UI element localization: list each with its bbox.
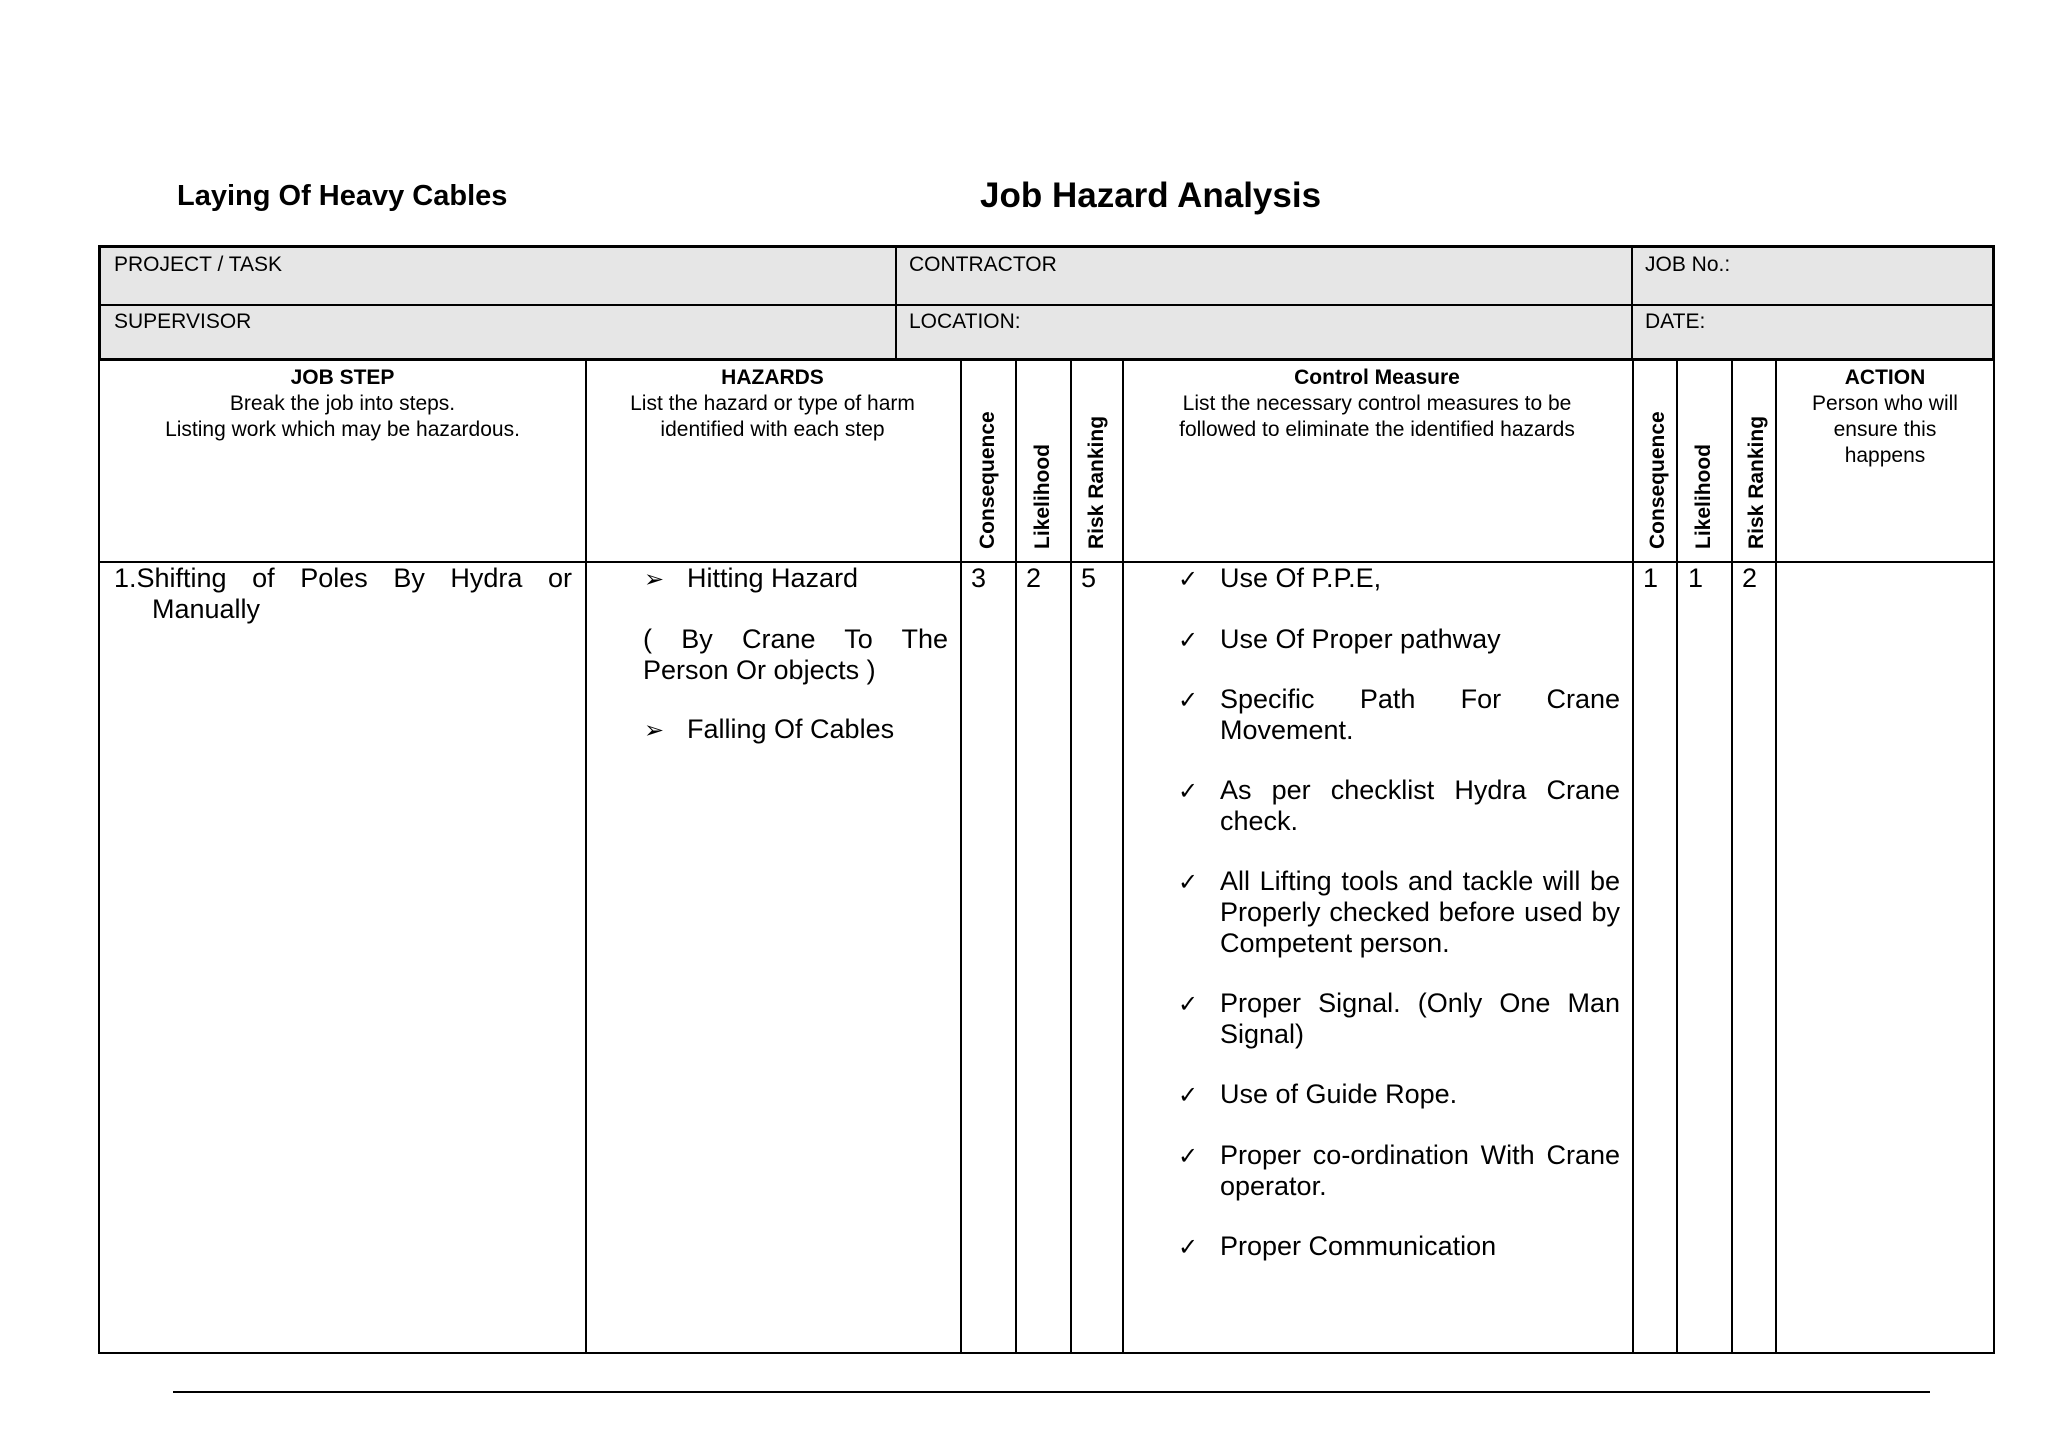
control-measure-item: All Lifting tools and tackle will be xyxy=(1220,866,1620,896)
hazard-item: Falling Of Cables xyxy=(687,714,895,744)
likelihood-header: Likelihood xyxy=(1692,444,1715,549)
header-divider xyxy=(895,248,897,358)
hazards-hint: identified with each step xyxy=(660,418,885,441)
column-divider xyxy=(1632,361,1634,1352)
control-measure-item: As per checklist Hydra Crane xyxy=(1220,775,1620,805)
check-icon: ✓ xyxy=(1178,991,1199,1018)
contractor-label: CONTRACTOR xyxy=(909,253,1057,276)
control-measure-item: Proper co-ordination With Crane xyxy=(1220,1140,1620,1170)
location-label: LOCATION: xyxy=(909,310,1021,333)
hazards-title: HAZARDS xyxy=(721,366,824,389)
hazard-note: ( By Crane To The xyxy=(643,624,948,654)
action-hint: happens xyxy=(1844,444,1926,467)
risk-value: 5 xyxy=(1081,563,1097,593)
header-info-table xyxy=(98,245,1995,361)
control-measure-hint: followed to eliminate the identified hazards xyxy=(1179,418,1575,441)
likelihood-value: 1 xyxy=(1688,563,1704,593)
control-measure-item: Competent person. xyxy=(1220,928,1450,958)
control-measure-item: Proper Signal. (Only One Man xyxy=(1220,988,1620,1018)
control-measure-header xyxy=(1122,365,1632,443)
check-icon: ✓ xyxy=(1178,687,1199,714)
control-measure-item: operator. xyxy=(1220,1171,1327,1201)
control-measure-item: Specific Path For Crane xyxy=(1220,684,1620,714)
hazards-header xyxy=(585,365,960,443)
column-divider xyxy=(1122,361,1124,1352)
page-title: Job Hazard Analysis xyxy=(980,176,1322,215)
supervisor-label: SUPERVISOR xyxy=(114,310,252,333)
check-icon: ✓ xyxy=(1178,1234,1199,1261)
control-measure-item: Proper Communication xyxy=(1220,1231,1497,1261)
hazards-hint: List the hazard or type of harm xyxy=(630,392,915,415)
project-task-label: PROJECT / TASK xyxy=(114,253,283,276)
date-label: DATE: xyxy=(1645,310,1706,333)
action-title: ACTION xyxy=(1844,366,1926,389)
column-divider xyxy=(960,361,962,1352)
risk-ranking-header: Risk Ranking xyxy=(1745,415,1768,549)
job-step-text: Manually xyxy=(152,594,261,624)
hazard-item: Hitting Hazard xyxy=(687,563,859,593)
arrow-bullet-icon: ➢ xyxy=(644,566,665,593)
job-step-hint: Listing work which may be hazardous. xyxy=(165,418,520,441)
column-divider xyxy=(1731,361,1733,1352)
likelihood-header: Likelihood xyxy=(1031,444,1054,549)
column-divider xyxy=(585,361,587,1352)
control-measure-item: Signal) xyxy=(1220,1019,1305,1049)
consequence-value: 1 xyxy=(1643,563,1659,593)
column-divider xyxy=(1015,361,1017,1352)
task-title: Laying Of Heavy Cables xyxy=(177,180,508,212)
check-icon: ✓ xyxy=(1178,869,1199,896)
consequence-header: Consequence xyxy=(976,411,999,549)
control-measure-item: Use of Guide Rope. xyxy=(1220,1079,1458,1109)
job-step-hint: Break the job into steps. xyxy=(229,392,456,415)
action-hint: Person who will xyxy=(1812,392,1958,415)
footer-rule xyxy=(173,1391,1930,1393)
check-icon: ✓ xyxy=(1178,627,1199,654)
check-icon: ✓ xyxy=(1178,1143,1199,1170)
hazard-note: Person Or objects ) xyxy=(643,655,876,685)
control-measure-title: Control Measure xyxy=(1294,366,1460,389)
job-step-header xyxy=(100,365,585,443)
check-icon: ✓ xyxy=(1178,778,1199,805)
risk-ranking-header: Risk Ranking xyxy=(1085,415,1108,549)
job-no-label: JOB No.: xyxy=(1645,253,1731,276)
control-measure-item: Movement. xyxy=(1220,715,1354,745)
check-icon: ✓ xyxy=(1178,1082,1199,1109)
column-divider xyxy=(1070,361,1072,1352)
column-divider xyxy=(1775,361,1777,1352)
consequence-value: 3 xyxy=(971,563,987,593)
control-measure-item: Properly checked before used by xyxy=(1220,897,1620,927)
control-measure-hint: List the necessary control measures to be xyxy=(1182,392,1572,415)
job-step-text: 1.Shifting of Poles By Hydra or xyxy=(114,563,572,593)
job-step-title: JOB STEP xyxy=(290,366,395,389)
risk-value: 2 xyxy=(1742,563,1758,593)
control-measure-item: Use Of Proper pathway xyxy=(1220,624,1501,654)
consequence-header: Consequence xyxy=(1646,411,1669,549)
column-divider xyxy=(1676,361,1678,1352)
control-measure-item: check. xyxy=(1220,806,1299,836)
likelihood-value: 2 xyxy=(1026,563,1042,593)
check-icon: ✓ xyxy=(1178,566,1199,593)
action-header xyxy=(1775,365,1995,469)
action-hint: ensure this xyxy=(1833,418,1937,441)
control-measure-item: Use Of P.P.E, xyxy=(1220,563,1382,593)
arrow-bullet-icon: ➢ xyxy=(644,717,665,744)
hazard-table xyxy=(98,361,1995,1354)
header-divider xyxy=(101,304,1992,306)
header-divider xyxy=(1631,248,1633,358)
